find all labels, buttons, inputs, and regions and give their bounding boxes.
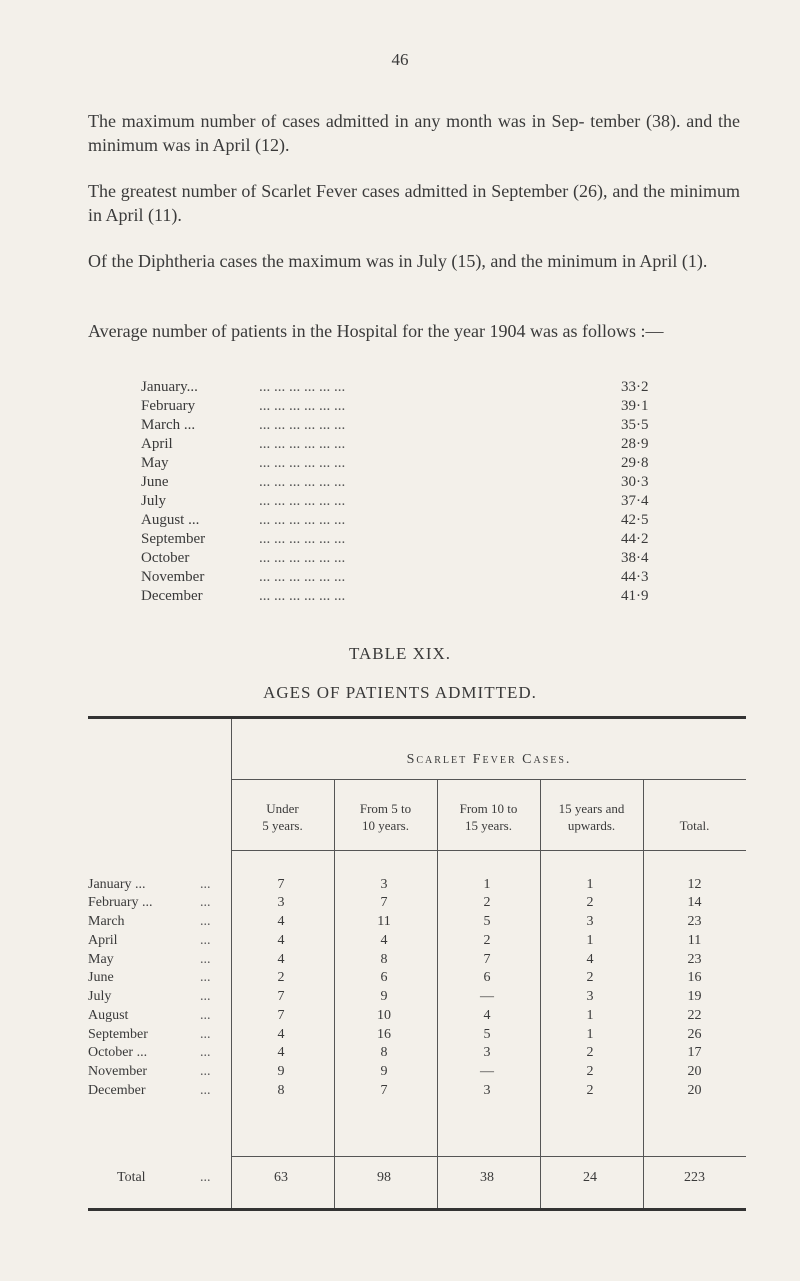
average-value: 39·1	[621, 398, 649, 414]
list-item	[141, 435, 681, 454]
table-cell: 1	[586, 1008, 594, 1023]
leader-dots: ...	[200, 1008, 211, 1023]
row-month: November	[88, 1064, 148, 1079]
table-cell: 10	[377, 1008, 391, 1023]
average-value: 28·9	[621, 436, 649, 452]
table-cell: 7	[277, 1008, 285, 1023]
column-header-line: From 10 to	[459, 801, 518, 816]
average-value: 44·2	[621, 531, 649, 547]
table-cell: 4	[483, 1008, 491, 1023]
table-cell: 7	[380, 1083, 388, 1098]
table-cell: 20	[687, 1064, 702, 1079]
table-cell: 8	[380, 952, 388, 967]
row-month: January ...	[88, 877, 146, 892]
list-item	[141, 587, 681, 606]
month-label: December	[141, 588, 203, 604]
table-cell: 9	[380, 989, 388, 1004]
row-month: May	[88, 952, 114, 967]
table-cell: 4	[380, 933, 388, 948]
average-value: 35·5	[621, 417, 649, 433]
month-label: April	[141, 436, 173, 452]
table-cell: 2	[586, 1064, 594, 1079]
table-cell: 11	[377, 914, 391, 929]
average-value: 33·2	[621, 379, 649, 395]
group-header-rule	[231, 779, 746, 780]
leader-dots: ... ... ... ... ... ...	[259, 379, 346, 395]
table-cell: 4	[277, 914, 285, 929]
column-header-total	[643, 817, 746, 834]
list-item	[141, 416, 681, 435]
list-item	[141, 397, 681, 416]
table-cell: 2	[483, 933, 491, 948]
paragraph-diphtheria: Of the Diphtheria cases the maximum was in July (15), and the minimum in April (1).	[88, 251, 708, 271]
leader-dots: ...	[200, 1083, 211, 1098]
leader-dots: ...	[200, 970, 211, 985]
leader-dots: ... ... ... ... ... ...	[259, 493, 346, 509]
table-cell: 3	[586, 914, 594, 929]
table-cell: 1	[586, 877, 594, 892]
month-label: September	[141, 531, 206, 547]
table-cell: 23	[687, 914, 702, 929]
month-label: July	[141, 493, 167, 509]
column-header-line: Total.	[679, 818, 710, 833]
leader-dots: ... ... ... ... ... ...	[259, 436, 346, 452]
row-month: July	[88, 989, 112, 1004]
table-cell: 1	[483, 877, 491, 892]
month-label: January...	[141, 379, 198, 395]
column-header-line: 5 years.	[262, 818, 303, 833]
month-label: August ...	[141, 512, 200, 528]
table-row	[0, 951, 800, 969]
average-patients-list	[141, 378, 681, 606]
total-label: Total	[117, 1170, 146, 1185]
leader-dots: ...	[200, 914, 211, 929]
table-cell: 4	[277, 1027, 285, 1042]
leader-dots: ...	[200, 1027, 211, 1042]
row-month: February ...	[88, 895, 153, 910]
table-cell: 8	[277, 1083, 285, 1098]
leader-dots: ... ... ... ... ... ...	[259, 474, 346, 490]
table-cell: 63	[274, 1170, 288, 1185]
table-cell: 7	[277, 877, 285, 892]
month-label: June	[141, 474, 169, 490]
month-label: October	[141, 550, 190, 566]
column-header-line: Under	[266, 801, 299, 816]
row-month: September	[88, 1027, 148, 1042]
table-cell: 2	[586, 1045, 594, 1060]
table-cell: 4	[586, 952, 594, 967]
table-subtitle: AGES OF PATIENTS ADMITTED.	[263, 683, 537, 702]
table-cell: 5	[483, 1027, 491, 1042]
average-value: 38·4	[621, 550, 649, 566]
leader-dots: ...	[200, 1170, 211, 1185]
table-bottom-rule	[88, 1208, 746, 1211]
row-month: March	[88, 914, 125, 929]
row-month: December	[88, 1083, 146, 1098]
leader-dots: ...	[200, 1045, 211, 1060]
table-cell: 9	[380, 1064, 388, 1079]
list-item	[141, 473, 681, 492]
table-cell: 12	[687, 877, 702, 892]
table-cell: 6	[380, 970, 388, 985]
leader-dots: ...	[200, 877, 211, 892]
column-header-line: upwards.	[567, 818, 616, 833]
paragraph-scarlet-fever: The greatest number of Scarlet Fever cases admitted in September (26), and the minimum in April (11).	[88, 181, 740, 225]
column-header-15-upwards	[540, 800, 643, 834]
column-header-line: From 5 to	[359, 801, 412, 816]
table-cell: 8	[380, 1045, 388, 1060]
table-cell: 22	[687, 1008, 702, 1023]
leader-dots: ... ... ... ... ... ...	[259, 512, 346, 528]
table-cell: 2	[586, 895, 594, 910]
table-cell: 1	[586, 1027, 594, 1042]
list-item	[141, 511, 681, 530]
table-row	[0, 1044, 800, 1062]
row-month: June	[88, 970, 114, 985]
leader-dots: ...	[200, 895, 211, 910]
page-number: 46	[391, 50, 409, 69]
row-month: April	[88, 933, 118, 948]
table-row	[0, 1007, 800, 1025]
leader-dots: ...	[200, 933, 211, 948]
leader-dots: ... ... ... ... ... ...	[259, 569, 346, 585]
average-value: 41·9	[621, 588, 649, 604]
table-cell: 4	[277, 933, 285, 948]
column-header-10-to-15	[437, 800, 540, 834]
leader-dots: ...	[200, 989, 211, 1004]
list-item	[141, 530, 681, 549]
average-value: 37·4	[621, 493, 649, 509]
table-cell: 20	[687, 1083, 702, 1098]
column-header-line: 15 years and	[558, 801, 625, 816]
paragraph-max-min-cases: The maximum number of cases admitted in any month was in Sep- tember (38). and the minimum was in April (12).	[88, 111, 740, 155]
table-row	[0, 913, 800, 931]
table-cell: 2	[483, 895, 491, 910]
table-cell: 3	[586, 989, 594, 1004]
table-cell: —	[480, 1064, 494, 1079]
column-header-5-to-10	[334, 800, 437, 834]
group-header-scarlet-fever: Scarlet Fever Cases.	[406, 752, 572, 767]
leader-dots: ... ... ... ... ... ...	[259, 531, 346, 547]
table-cell: 2	[586, 970, 594, 985]
table-cell: 4	[277, 952, 285, 967]
table-cell: 7	[277, 989, 285, 1004]
table-cell: 24	[583, 1170, 597, 1185]
table-cell: 5	[483, 914, 491, 929]
table-row	[0, 988, 800, 1006]
table-cell: —	[480, 989, 494, 1004]
average-value: 44·3	[621, 569, 649, 585]
table-cell: 4	[277, 1045, 285, 1060]
table-cell: 17	[687, 1045, 702, 1060]
table-cell: 3	[277, 895, 285, 910]
row-month: August	[88, 1008, 129, 1023]
paragraph-average-intro: Average number of patients in the Hospital for the year 1904 was as follows :—	[88, 321, 664, 341]
leader-dots: ... ... ... ... ... ...	[259, 398, 346, 414]
table-cell: 2	[586, 1083, 594, 1098]
month-label: November	[141, 569, 205, 585]
list-item	[141, 378, 681, 397]
month-label: March ...	[141, 417, 196, 433]
leader-dots: ... ... ... ... ... ...	[259, 588, 346, 604]
table-cell: 1	[586, 933, 594, 948]
average-value: 42·5	[621, 512, 649, 528]
month-label: May	[141, 455, 169, 471]
table-cell: 11	[687, 933, 702, 948]
table-cell: 16	[687, 970, 702, 985]
table-cell: 9	[277, 1064, 285, 1079]
total-rule	[231, 1156, 746, 1157]
table-row	[0, 876, 800, 894]
table-cell: 3	[483, 1083, 491, 1098]
table-row	[0, 1063, 800, 1081]
table-row	[0, 1026, 800, 1044]
table-cell: 23	[687, 952, 702, 967]
column-header-rule	[231, 850, 746, 851]
row-month: October ...	[88, 1045, 148, 1060]
month-label: February	[141, 398, 196, 414]
leader-dots: ...	[200, 952, 211, 967]
table-cell: 223	[684, 1170, 705, 1185]
column-header-line: 15 years.	[465, 818, 512, 833]
table-cell: 3	[483, 1045, 491, 1060]
column-header-under-5	[231, 800, 334, 834]
table-cell: 2	[277, 970, 285, 985]
table-title: TABLE XIX.	[348, 644, 452, 663]
average-value: 29·8	[621, 455, 649, 471]
leader-dots: ... ... ... ... ... ...	[259, 550, 346, 566]
list-item	[141, 568, 681, 587]
list-item	[141, 454, 681, 473]
leader-dots: ... ... ... ... ... ...	[259, 455, 346, 471]
table-row	[0, 932, 800, 950]
table-row	[0, 1082, 800, 1100]
table-cell: 26	[687, 1027, 702, 1042]
table-cell: 14	[687, 895, 702, 910]
table-row	[0, 969, 800, 987]
list-item	[141, 549, 681, 568]
table-cell: 3	[380, 877, 388, 892]
table-cell: 7	[483, 952, 491, 967]
list-item	[141, 492, 681, 511]
table-cell: 16	[377, 1027, 391, 1042]
table-top-rule	[88, 716, 746, 719]
table-cell: 19	[687, 989, 702, 1004]
leader-dots: ... ... ... ... ... ...	[259, 417, 346, 433]
table-cell: 98	[377, 1170, 391, 1185]
average-value: 30·3	[621, 474, 649, 490]
leader-dots: ...	[200, 1064, 211, 1079]
table-row	[0, 894, 800, 912]
table-cell: 38	[480, 1170, 494, 1185]
table-cell: 7	[380, 895, 388, 910]
table-cell: 6	[483, 970, 491, 985]
column-header-line: 10 years.	[362, 818, 409, 833]
